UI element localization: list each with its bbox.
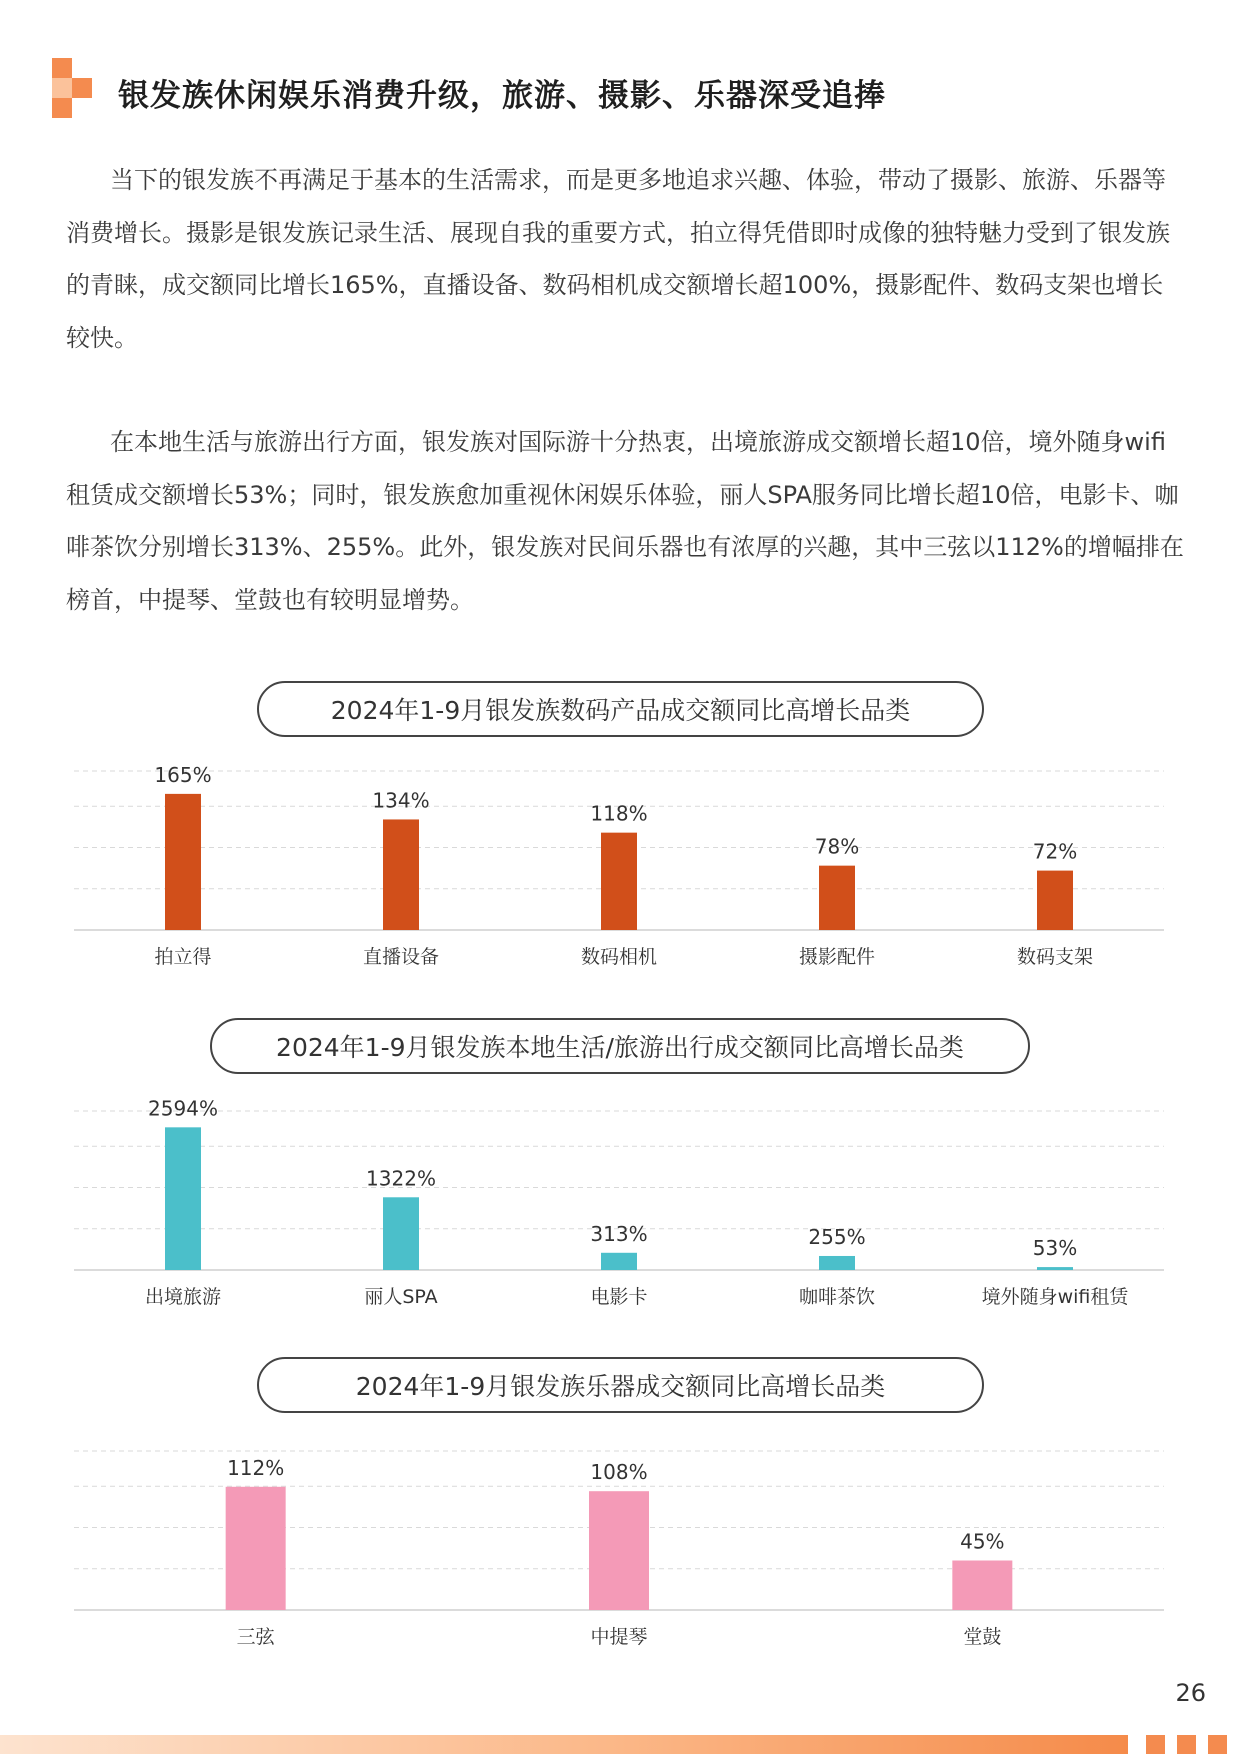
category-label-1: 拍立得: [154, 946, 212, 968]
data-label-2: 108%: [590, 1460, 648, 1485]
bar-1: [226, 1487, 286, 1610]
category-label-2: 中提琴: [590, 1626, 648, 1648]
bar-5: [1037, 1267, 1073, 1270]
chart-local-travel: [0, 1080, 1239, 1320]
footer-square-1: [1146, 1735, 1165, 1754]
bar-2: [589, 1491, 649, 1610]
data-label-3: 45%: [960, 1529, 1005, 1554]
footer-square-3: [1208, 1735, 1227, 1754]
category-label-1: 三弦: [236, 1626, 275, 1648]
category-label-1: 出境旅游: [144, 1286, 222, 1308]
data-label-5: 53%: [1032, 1236, 1078, 1261]
chart-title-digital: 2024年1-9月银发族数码产品成交额同比高增长品类: [257, 681, 984, 737]
bar-3: [952, 1561, 1012, 1611]
data-label-2: 1322%: [366, 1166, 436, 1191]
bar-3: [601, 833, 637, 930]
data-label-1: 112%: [227, 1455, 285, 1480]
data-label-4: 78%: [814, 834, 860, 859]
category-label-5: 数码支架: [1016, 946, 1094, 968]
chart-title-travel: 2024年1-9月银发族本地生活/旅游出行成交额同比高增长品类: [210, 1018, 1030, 1074]
category-label-3: 堂鼓: [963, 1626, 1002, 1648]
bar-5: [1037, 871, 1073, 930]
bar-2: [383, 819, 419, 930]
page-number: 26: [1175, 1679, 1206, 1707]
bar-4: [819, 866, 855, 930]
data-label-1: 2594%: [148, 1096, 218, 1121]
data-label-4: 255%: [808, 1224, 866, 1249]
bar-3: [601, 1253, 637, 1270]
page-title: 银发族休闲娱乐消费升级，旅游、摄影、乐器深受追捧: [118, 78, 886, 114]
chart-instruments: [0, 1420, 1239, 1660]
bar-4: [819, 1256, 855, 1270]
category-label-3: 电影卡: [590, 1286, 648, 1308]
bar-1: [165, 1127, 201, 1270]
bar-1: [165, 794, 201, 930]
category-label-5: 境外随身wifi租赁: [981, 1286, 1129, 1308]
paragraph-photography: 当下的银发族不再满足于基本的生活需求，而是更多地追求兴趣、体验，带动了摄影、旅游、乐器等消费增长。摄影是银发族记录生活、展现自我的重要方式，拍立得凭借即时成像的独特魅力受到了银发族的青睐，成交额同比增长165%，直播设备、数码相机成交额增长超100%，摄影配件、数码支架也增长较快。: [66, 166, 1170, 352]
footer-gradient-bar: [0, 1735, 1128, 1754]
category-label-2: 丽人SPA: [364, 1286, 438, 1308]
paragraph-travel-music: 在本地生活与旅游出行方面，银发族对国际游十分热衷，出境旅游成交额增长超10倍，境外随身wifi租赁成交额增长53%；同时，银发族愈加重视休闲娱乐体验，丽人SPA服务同比增长超10倍，电影卡、咖啡茶饮分别增长313%、255%。此外，银发族对民间乐器也有浓厚的兴趣，其中三弦以112%的增幅排在榜首，中提琴、堂鼓也有较明显增势。: [66, 428, 1184, 614]
category-label-4: 咖啡茶饮: [798, 1286, 876, 1308]
data-label-5: 72%: [1032, 839, 1078, 864]
data-label-2: 134%: [372, 788, 430, 813]
category-label-4: 摄影配件: [798, 946, 876, 968]
category-label-3: 数码相机: [580, 946, 658, 968]
footer-square-2: [1177, 1735, 1196, 1754]
chart-digital-products: [0, 740, 1239, 980]
chart-title-music: 2024年1-9月银发族乐器成交额同比高增长品类: [257, 1357, 984, 1413]
data-label-3: 118%: [590, 801, 648, 826]
data-label-1: 165%: [154, 762, 212, 787]
data-label-3: 313%: [590, 1221, 648, 1246]
category-label-2: 直播设备: [362, 946, 440, 968]
bar-2: [383, 1197, 419, 1270]
section-logo-icon: [52, 58, 97, 120]
